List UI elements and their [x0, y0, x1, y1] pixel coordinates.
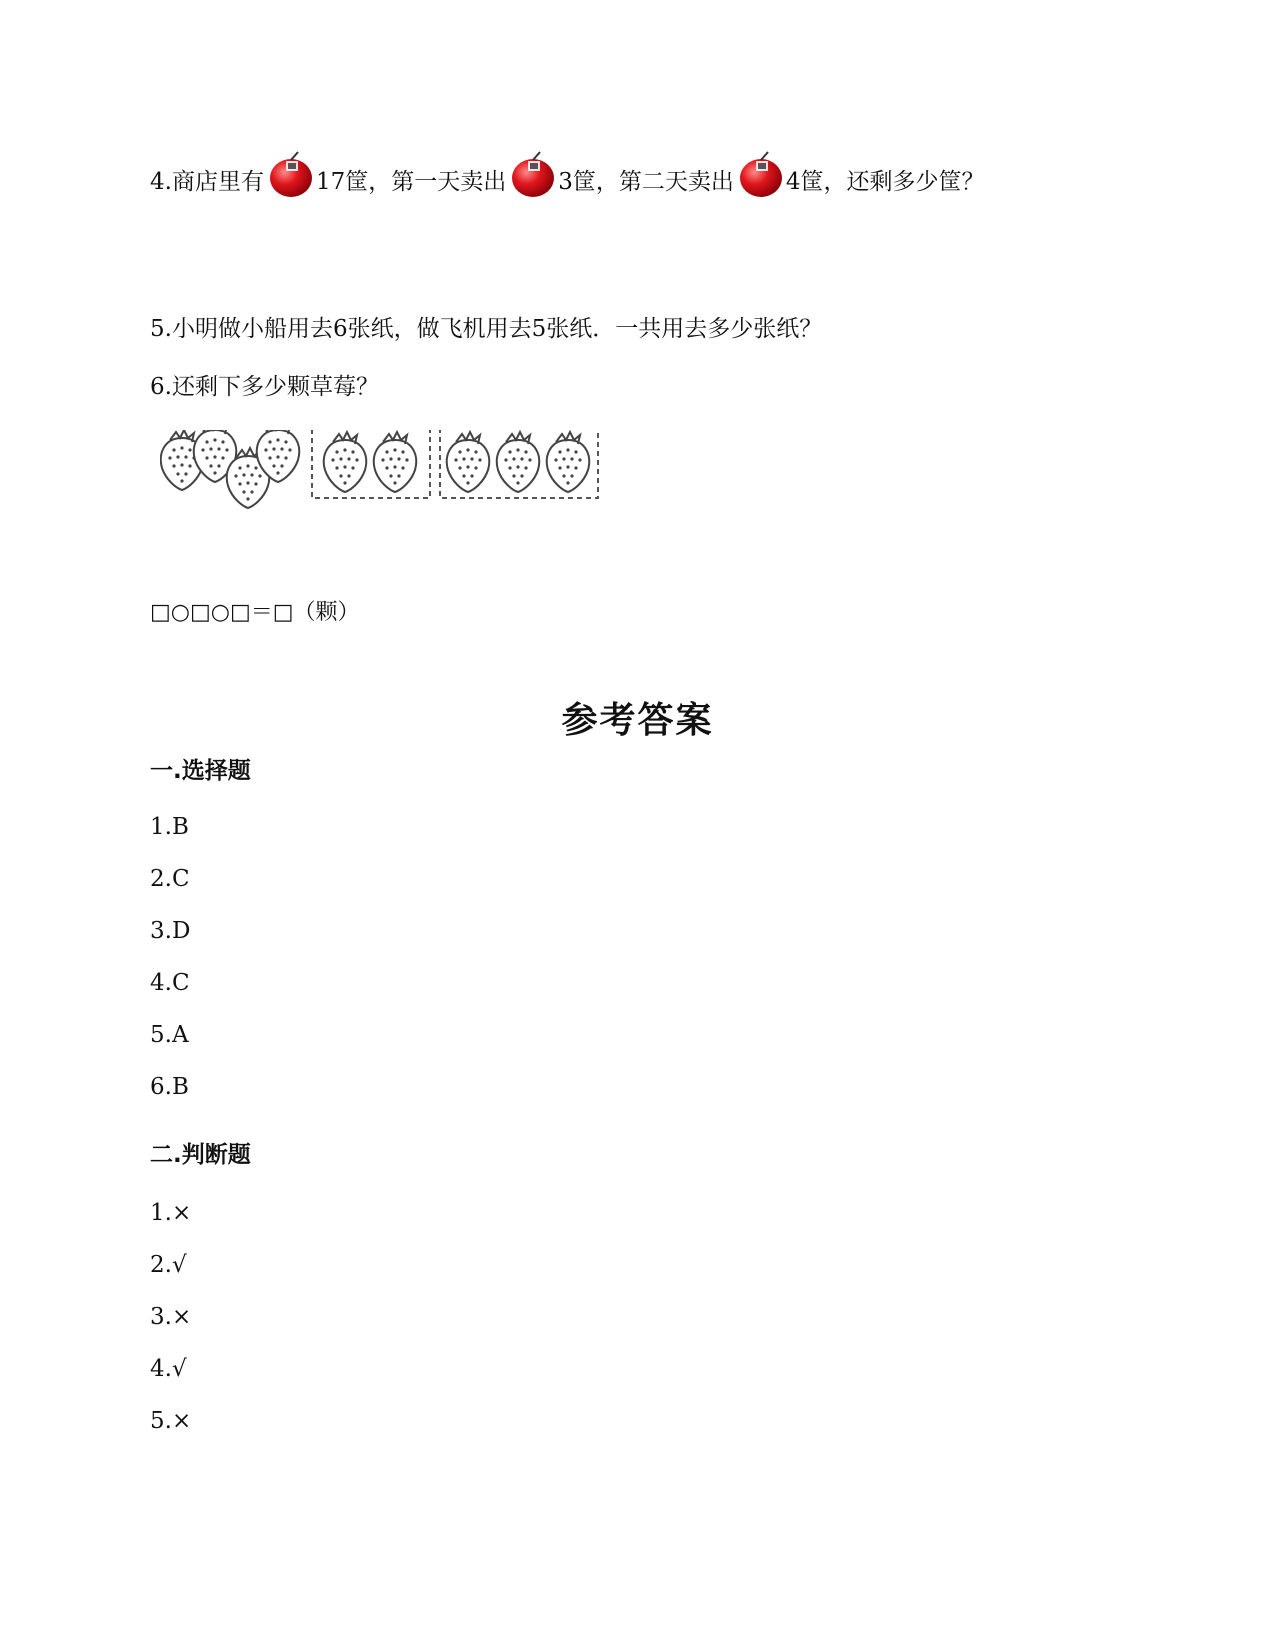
answer-item: 2.C: [150, 866, 190, 892]
answer-item: 6.B: [150, 1074, 189, 1100]
section-heading-judgment: 二.判断题: [150, 1142, 251, 1168]
answer-item: 5.A: [150, 1022, 189, 1048]
answer-item: 5.×: [150, 1408, 192, 1434]
answer-item: 3.×: [150, 1304, 192, 1330]
strawberry: [547, 432, 589, 492]
answer-item: 3.D: [150, 918, 191, 944]
strawberry-figure: [160, 430, 630, 530]
question-4-text-1: 4.商店里有: [150, 169, 264, 195]
answer-item: 1.B: [150, 814, 189, 840]
question-4-text-4: 4筐，还剩多少筐？: [785, 169, 985, 195]
answer-key-title: 参考答案: [561, 700, 714, 741]
section-heading-choice: 一.选择题: [150, 758, 251, 784]
apple-basket-icon: [738, 150, 784, 198]
answer-item: 4.C: [150, 970, 190, 996]
question-5: 5.小明做小船用去6张纸，做飞机用去5张纸．一共用去多少张纸？: [150, 316, 823, 342]
strawberry: [447, 432, 489, 492]
apple-basket-icon: [510, 150, 556, 198]
question-4-text-3: 3筐，第二天卖出: [558, 169, 734, 195]
apple-basket-icon: [268, 150, 314, 198]
question-4: [150, 162, 985, 202]
answer-item: 1.×: [150, 1200, 192, 1226]
question-4-text-2: 17筐，第一天卖出: [315, 169, 507, 195]
strawberry: [374, 432, 416, 492]
strawberry-loose-group: [161, 430, 299, 508]
strawberry: [324, 432, 366, 492]
answer-item: 2.√: [150, 1252, 187, 1278]
answer-formula: □○□○□＝□（颗）: [150, 600, 360, 625]
question-6: 6.还剩下多少颗草莓？: [150, 374, 379, 400]
strawberry: [497, 432, 539, 492]
answer-item: 4.√: [150, 1356, 187, 1382]
